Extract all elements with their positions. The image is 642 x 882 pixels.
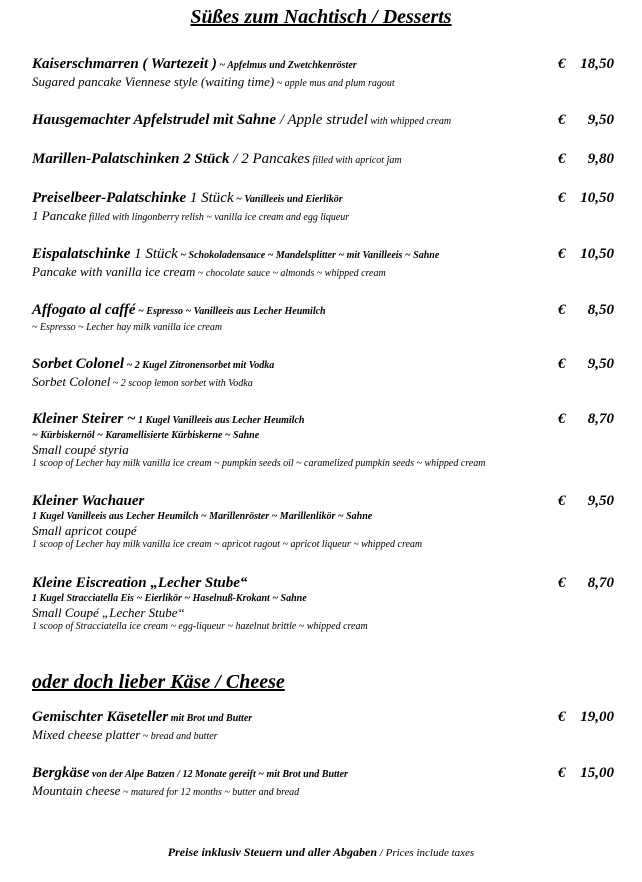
menu-item-apfelstrudel <box>32 112 622 130</box>
item-detail-de: ~ Vanilleeis und Eierlikör <box>233 194 343 205</box>
item-name: Kleiner Steirer ~ <box>32 411 136 427</box>
item-en: Small Coupé „Lecher Stube“ <box>32 605 185 620</box>
item-name: Hausgemachter Apfelstrudel mit Sahne <box>32 112 277 128</box>
menu-item-kaeseteller <box>32 709 622 744</box>
item-detail-en: filled with lingonberry relish ~ vanilla ice cream and egg liqueur <box>86 212 350 223</box>
item-en-detail: 1 scoop of Lecher hay milk vanilla ice cream ~ pumpkin seeds oil ~ caramelized pumpkin seeds ~ whipped cream <box>32 458 486 469</box>
menu-item-kleiner-wachauer <box>32 493 622 551</box>
item-en-detail: 1 scoop of Lecher hay milk vanilla ice cream ~ apricot ragout ~ apricot liqueur ~ whipped cream <box>32 539 423 550</box>
menu-item-bergkaese <box>32 765 622 800</box>
item-name: Eispalatschinke <box>32 246 131 262</box>
item-en: Small coupé styria <box>32 442 129 457</box>
item-detail-en: ~ chocolate sauce ~ almonds ~ whipped cream <box>195 268 386 279</box>
item-name: Kleiner Wachauer <box>32 493 145 509</box>
item-detail-de: ~ Espresso ~ Vanilleeis aus Lecher Heumilch <box>135 306 326 317</box>
item-name-en: / 2 Pancakes <box>229 151 310 167</box>
menu-item-kaiserschmarren <box>32 56 622 91</box>
menu-item-marillen-palatschinken <box>32 151 622 169</box>
item-en: Pancake with vanilla ice cream <box>32 264 196 279</box>
item-name: Gemischter Käseteller <box>32 709 169 725</box>
item-name: Affogato al caffé <box>32 302 136 318</box>
item-detail-de-2: ~ Kürbiskernöl ~ Karamellisierte Kürbiskerne ~ Sahne <box>32 430 260 441</box>
item-name-qty: 1 Stück <box>186 190 234 206</box>
item-name: Bergkäse <box>32 765 90 781</box>
item-detail-en: ~ matured for 12 months ~ butter and bread <box>120 787 300 798</box>
item-name-qty: 1 Stück <box>130 246 178 262</box>
item-name: Kaiserschmarren ( Wartezeit ) <box>32 56 217 72</box>
item-detail-en: with whipped cream <box>367 116 452 127</box>
menu-item-affogato <box>32 302 622 334</box>
item-detail-de: mit Brot und Butter <box>168 713 253 724</box>
item-en: Sorbet Colonel <box>32 374 111 389</box>
item-detail-de: von der Alpe Batzen / 12 Monate gereift ~ mit Brot und Butter <box>89 769 348 780</box>
footer-en: / Prices include taxes <box>377 847 475 859</box>
footer-de: Preise inklusiv Steuern und aller Abgaben <box>167 845 378 859</box>
menu-item-kleine-eiscreation <box>32 575 622 633</box>
page-title: Süßes zum Nachtisch / Desserts <box>190 6 452 28</box>
menu-item-kleiner-steirer <box>32 411 622 470</box>
item-en: 1 Pancake <box>32 208 87 223</box>
item-detail-de: ~ 2 Kugel Zitronensorbet mit Vodka <box>124 360 275 371</box>
section-title-cheese: oder doch lieber Käse / Cheese <box>32 671 285 693</box>
menu-item-preiselbeer-palatschinke <box>32 190 622 225</box>
item-en: Mountain cheese <box>32 783 121 798</box>
item-en-detail: 1 scoop of Stracciatella ice cream ~ egg-liqueur ~ hazelnut brittle ~ whipped cream <box>32 621 368 632</box>
item-name: Kleine Eiscreation „Lecher Stube“ <box>32 575 248 591</box>
item-detail-en: filled with apricot jam <box>309 155 402 166</box>
menu-item-eispalatschinke <box>32 246 622 281</box>
menu-item-sorbet-colonel <box>32 356 622 391</box>
item-detail-en: ~ bread and butter <box>140 731 218 742</box>
item-detail-en: ~ apple mus and plum ragout <box>274 78 395 89</box>
item-detail-de: 1 Kugel Vanilleeis aus Lecher Heumilch <box>135 415 305 426</box>
item-detail-de-2: 1 Kugel Stracciatella Eis ~ Eierlikör ~ Haselnuß-Krokant ~ Sahne <box>32 593 307 604</box>
footer-note <box>0 845 642 860</box>
item-name-en: / Apple strudel <box>276 112 368 128</box>
item-detail-de: ~ Apfelmus und Zwetchkenröster <box>216 60 357 71</box>
item-en: Mixed cheese platter <box>32 727 141 742</box>
item-detail-de-2: 1 Kugel Vanilleeis aus Lecher Heumilch ~ Marillenröster ~ Marillenlikör ~ Sahne <box>32 511 373 522</box>
item-name: Marillen-Palatschinken 2 Stück <box>32 151 230 167</box>
item-detail-de: ~ Schokoladensauce ~ Mandelsplitter ~ mit Vanilleeis ~ Sahne <box>177 250 440 261</box>
item-name: Preiselbeer-Palatschinke <box>32 190 187 206</box>
item-en-detail: ~ Espresso ~ Lecher hay milk vanilla ice cream <box>32 322 223 333</box>
item-name: Sorbet Colonel <box>32 356 125 372</box>
item-en: Sugared pancake Viennese style (waiting time) <box>32 74 275 89</box>
item-en: Small apricot coupé <box>32 523 137 538</box>
item-detail-en: ~ 2 scoop lemon sorbet with Vodka <box>110 378 253 389</box>
